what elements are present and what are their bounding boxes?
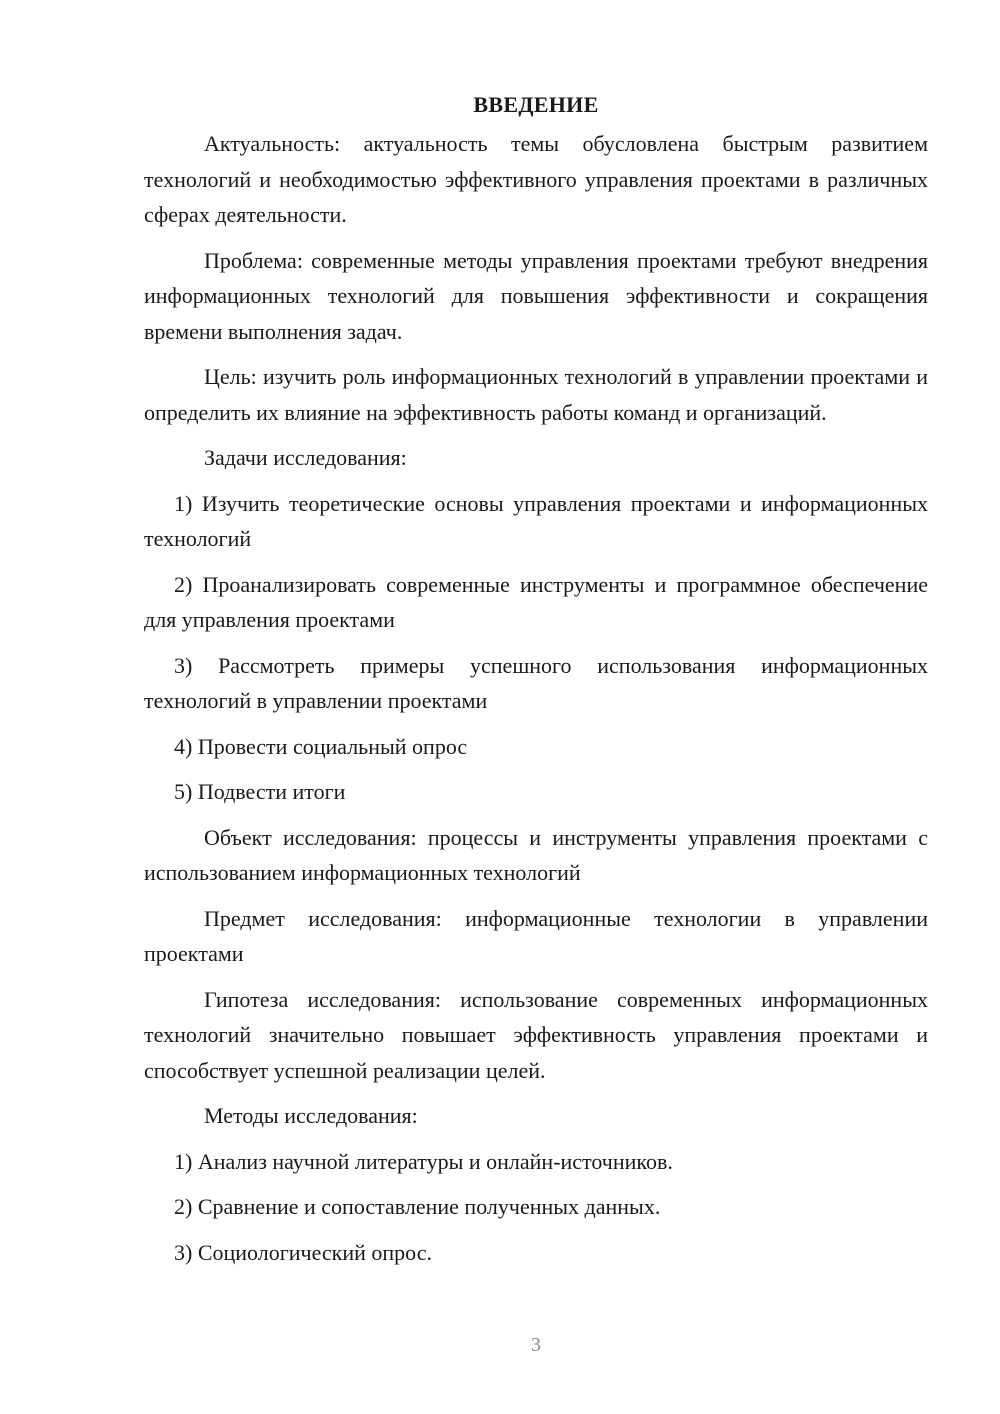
tasks-heading: Задачи исследования: [204, 445, 407, 470]
method-item-3: 3) Социологический опрос. [174, 1239, 432, 1265]
task-item-2: 2) Проанализировать современные инструменты и программное обеспечение для управления проектами [144, 571, 928, 632]
subject-paragraph: Предмет исследования: информационные технологии в управлении проектами [144, 905, 928, 966]
method-item-2: 2) Сравнение и сопоставление полученных данных. [174, 1194, 661, 1219]
method-item-1: 1) Анализ научной литературы и онлайн-источников. [174, 1148, 673, 1174]
object-paragraph: Объект исследования: процессы и инструменты управления проектами с использованием информационных технологий [144, 824, 928, 885]
task-item-1: 1) Изучить теоретические основы управления проектами и информационных технологий [144, 490, 928, 551]
goal-paragraph: Цель: изучить роль информационных технологий в управлении проектами и определить их влияние на эффективность работы команд и организаций. [144, 364, 928, 425]
problem-paragraph: Проблема: современные методы управления проектами требуют внедрения информационных технологий для повышения эффективности и сокращения времени выполнения задач. [144, 247, 928, 344]
task-item-5: 5) Подвести итоги [174, 779, 346, 804]
methods-heading: Методы исследования: [204, 1103, 418, 1128]
relevance-paragraph: Актуальность: актуальность темы обусловлена быстрым развитием технологий и необходимостью эффективного управления проектами в различных сферах деятельности. [144, 131, 928, 227]
document-page [144, 90, 928, 1280]
section-heading: ВВЕДЕНИЕ [473, 92, 599, 117]
page-number: 3 [531, 1334, 541, 1356]
task-item-3: 3) Рассмотреть примеры успешного использования информационных технологий в управлении проектами [144, 652, 928, 713]
task-item-4: 4) Провести социальный опрос [174, 733, 468, 759]
hypothesis-paragraph: Гипотеза исследования: использование современных информационных технологий значительно повышает эффективность управления проектами и способствует успешной реализации целей. [144, 986, 928, 1083]
